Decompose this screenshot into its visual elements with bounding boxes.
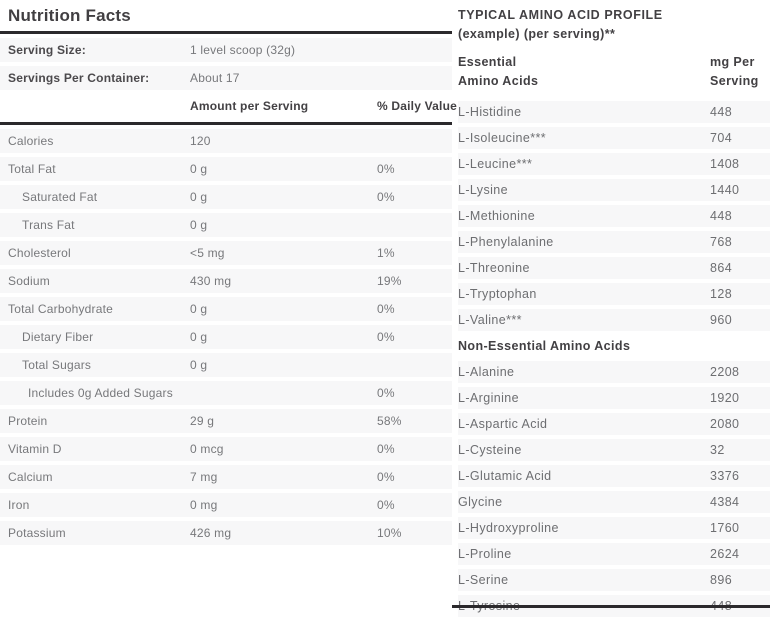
essential-amino-acids-header	[458, 53, 538, 91]
amino-acid-mg-value: 2080	[710, 417, 740, 431]
amino-acid-mg-value: 896	[710, 573, 733, 587]
percent-daily-value-header: % Daily Value	[377, 99, 457, 113]
nutrient-amount: 0 g	[190, 358, 208, 372]
mg-per-header-line1: mg Per	[710, 55, 755, 69]
amino-acid-name: L-Methionine	[458, 209, 536, 223]
nutrient-amount: 0 g	[190, 330, 208, 344]
nutrient-daily-value: 58%	[377, 414, 402, 428]
amino-acid-mg-value: 448	[710, 209, 733, 223]
nutrient-label: Trans Fat	[22, 218, 75, 232]
amino-acid-name: L-Isoleucine***	[458, 131, 546, 145]
nutrient-daily-value: 0%	[377, 442, 395, 456]
nutrient-row	[0, 129, 452, 153]
nutrient-amount: 0 g	[190, 302, 208, 316]
nutrient-amount: 120	[190, 134, 211, 148]
amino-acid-mg-value: 1920	[710, 391, 740, 405]
nutrient-label: Calories	[8, 134, 54, 148]
amino-acid-name: L-Arginine	[458, 391, 519, 405]
amino-acid-name: L-Proline	[458, 547, 512, 561]
amino-acid-row	[458, 309, 770, 331]
nutrient-daily-value: 0%	[377, 470, 395, 484]
nutrient-daily-value: 10%	[377, 526, 402, 540]
amino-acid-name: L-Alanine	[458, 365, 515, 379]
amino-acid-name: L-Histidine	[458, 105, 522, 119]
nutrient-daily-value: 0%	[377, 498, 395, 512]
amino-acid-row	[458, 517, 770, 539]
amino-acid-name: L-Aspartic Acid	[458, 417, 548, 431]
amino-acid-name: L-Cysteine	[458, 443, 522, 457]
amino-acid-mg-value: 128	[710, 287, 733, 301]
nutrient-label: Dietary Fiber	[22, 330, 94, 344]
amino-acid-mg-value: 448	[710, 105, 733, 119]
nutrient-row	[0, 297, 452, 321]
amino-acid-mg-value: 4384	[710, 495, 740, 509]
non-essential-section-heading: Non-Essential Amino Acids	[458, 339, 631, 353]
nutrient-amount: 0 g	[190, 218, 208, 232]
nutrient-label: Cholesterol	[8, 246, 71, 260]
servings-per-container-row	[0, 66, 452, 90]
amino-acid-mg-value: 1408	[710, 157, 740, 171]
nutrient-label: Total Carbohydrate	[8, 302, 113, 316]
nutrient-amount: 430 mg	[190, 274, 232, 288]
amino-acid-row	[458, 387, 770, 409]
mg-per-serving-header	[710, 53, 759, 91]
nutrient-label: Total Fat	[8, 162, 56, 176]
nutrient-row	[0, 381, 452, 405]
serving-size-value: 1 level scoop (32g)	[190, 43, 296, 57]
nutrient-row	[0, 241, 452, 265]
nutrient-daily-value: 0%	[377, 386, 395, 400]
nutrient-amount: 0 g	[190, 162, 208, 176]
amino-acid-mg-value: 768	[710, 235, 733, 249]
amino-acid-mg-value: 960	[710, 313, 733, 327]
amino-acid-name: L-Serine	[458, 573, 509, 587]
amino-acid-name: L-Leucine***	[458, 157, 533, 171]
nutrient-daily-value: 0%	[377, 302, 395, 316]
servings-per-container-value: About 17	[190, 71, 240, 85]
nutrient-row	[0, 409, 452, 433]
amino-acid-row	[458, 283, 770, 305]
essential-amino-rows	[458, 93, 770, 331]
nutrient-row	[0, 157, 452, 181]
nutrient-row	[0, 185, 452, 209]
serving-info-rows	[0, 34, 457, 118]
nutrient-row	[0, 353, 452, 377]
amino-acid-name: L-Tryptophan	[458, 287, 537, 301]
nutrient-amount: 0 mg	[190, 498, 218, 512]
amino-acid-name: L-Threonine	[458, 261, 530, 275]
amino-acid-row	[458, 361, 770, 383]
amino-acid-mg-value: 1760	[710, 521, 740, 535]
amino-acid-row	[458, 179, 770, 201]
nutrient-row	[0, 269, 452, 293]
amino-acid-name: L-Lysine	[458, 183, 508, 197]
amino-acid-row	[458, 153, 770, 175]
amino-acid-row	[458, 491, 770, 513]
non-essential-amino-rows	[458, 361, 770, 617]
essential-header-line2: Amino Acids	[458, 74, 539, 88]
amino-acid-mg-value: 32	[710, 443, 725, 457]
mg-per-header-line2: Serving	[710, 74, 759, 88]
nutrient-label: Protein	[8, 414, 48, 428]
amino-acid-name: L-Valine***	[458, 313, 522, 327]
amino-table-header	[458, 53, 770, 93]
amino-acid-row	[458, 439, 770, 461]
nutrient-row	[0, 437, 452, 461]
amino-acid-name: L-Hydroxyproline	[458, 521, 559, 535]
amino-acid-mg-value: 864	[710, 261, 733, 275]
nutrient-label: Total Sugars	[22, 358, 92, 372]
nutrient-label: Potassium	[8, 526, 66, 540]
nutrient-amount: 0 mcg	[190, 442, 224, 456]
amino-acid-mg-value: 3376	[710, 469, 740, 483]
nutrient-row	[0, 465, 452, 489]
amino-acid-name: L-Glutamic Acid	[458, 469, 552, 483]
amino-acid-row	[458, 569, 770, 591]
amino-acid-profile-panel	[452, 0, 770, 608]
nutrient-label: Includes 0g Added Sugars	[28, 386, 173, 400]
amino-profile-subtitle: (example) (per serving)**	[458, 27, 616, 41]
nutrient-rows	[0, 125, 452, 545]
nutrient-daily-value: 0%	[377, 330, 395, 344]
serving-size-label: Serving Size:	[8, 43, 86, 57]
nutrient-daily-value: 0%	[377, 190, 395, 204]
amino-acid-row	[458, 543, 770, 565]
nutrient-row	[0, 521, 452, 545]
nutrient-daily-value: 0%	[377, 162, 395, 176]
nutrient-label: Vitamin D	[8, 442, 62, 456]
amino-acid-row	[458, 231, 770, 253]
amino-acid-mg-value: 2624	[710, 547, 740, 561]
amino-acid-name: Glycine	[458, 495, 503, 509]
nutrient-amount: <5 mg	[190, 246, 225, 260]
nutrient-row	[0, 325, 452, 349]
amino-acid-mg-value: 1440	[710, 183, 740, 197]
serving-size-row	[0, 38, 452, 62]
amino-acid-row	[458, 127, 770, 149]
nutrient-daily-value: 19%	[377, 274, 402, 288]
amino-acid-name: L-Phenylalanine	[458, 235, 554, 249]
nutrient-amount: 0 g	[190, 190, 208, 204]
nutrient-row	[0, 493, 452, 517]
nutrient-daily-value: 1%	[377, 246, 395, 260]
nutrition-column-header-row	[0, 94, 457, 118]
amount-per-serving-header: Amount per Serving	[190, 99, 309, 113]
nutrition-facts-title: Nutrition Facts	[8, 6, 131, 25]
nutrient-label: Calcium	[8, 470, 53, 484]
essential-header-line1: Essential	[458, 55, 517, 69]
nutrient-amount: 426 mg	[190, 526, 232, 540]
amino-acid-row	[458, 205, 770, 227]
nutrient-amount: 7 mg	[190, 470, 218, 484]
amino-profile-title: TYPICAL AMINO ACID PROFILE	[458, 8, 663, 22]
nutrient-label: Iron	[8, 498, 30, 512]
nutrient-amount: 29 g	[190, 414, 215, 428]
amino-acid-mg-value: 704	[710, 131, 733, 145]
servings-per-container-label: Servings Per Container:	[8, 71, 150, 85]
amino-acid-row	[458, 101, 770, 123]
nutrient-label: Saturated Fat	[22, 190, 98, 204]
amino-acid-row	[458, 465, 770, 487]
amino-acid-row	[458, 257, 770, 279]
nutrient-label: Sodium	[8, 274, 50, 288]
amino-acid-mg-value: 2208	[710, 365, 740, 379]
amino-acid-row	[458, 413, 770, 435]
nutrient-row	[0, 213, 452, 237]
